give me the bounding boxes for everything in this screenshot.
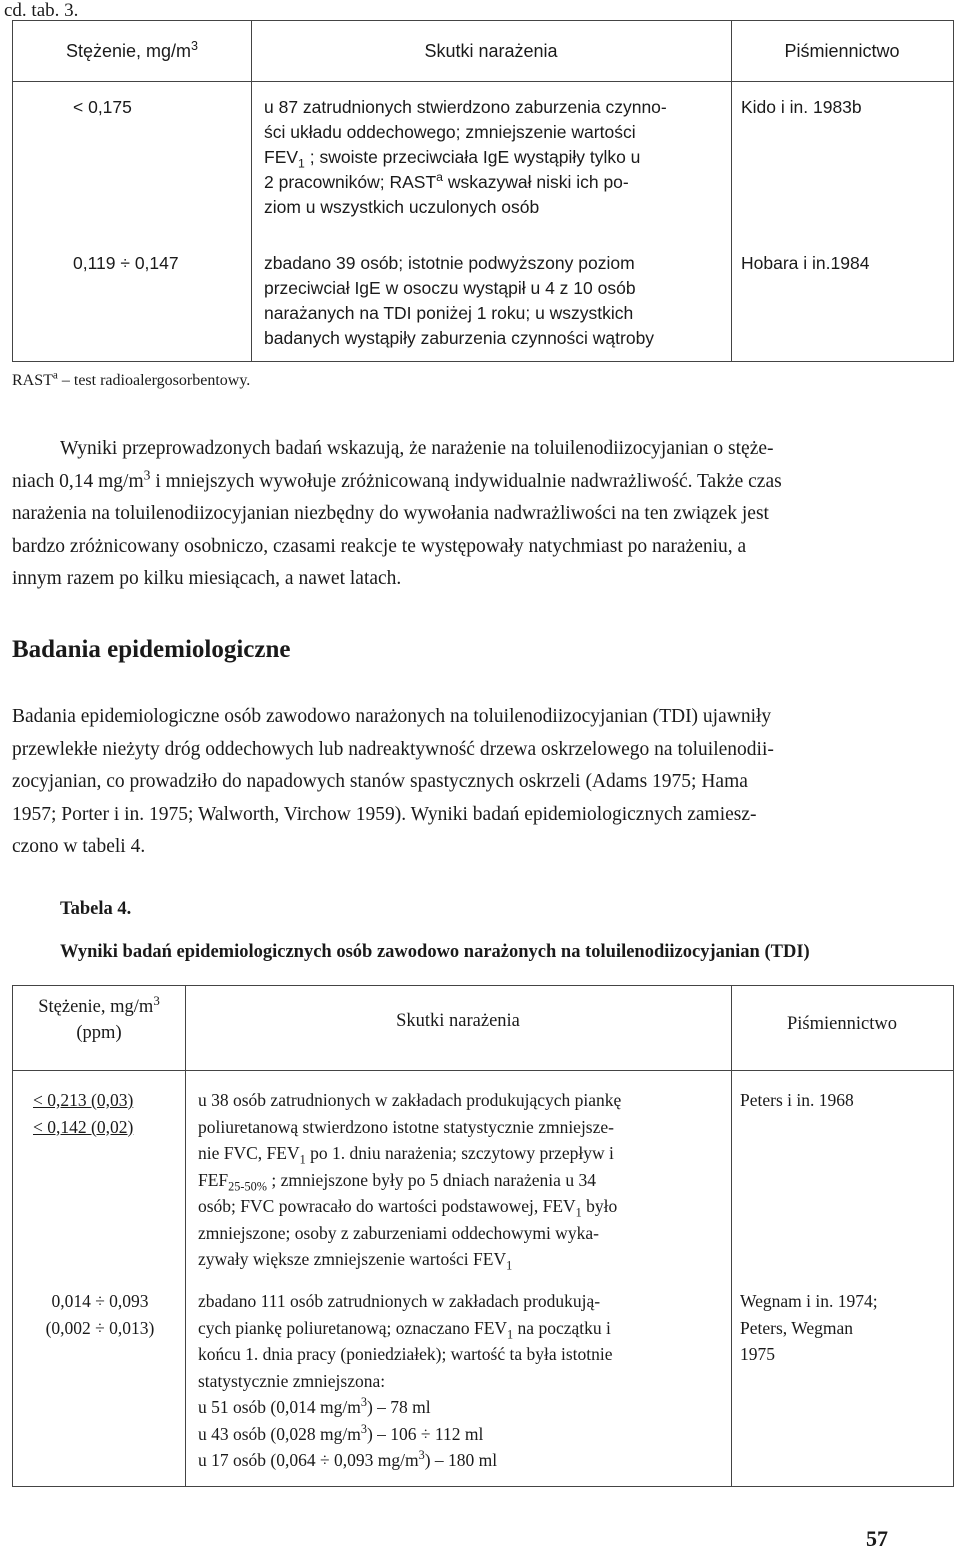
paragraph-epidemiology: Badania epidemiologiczne osób zawodowo narażonych na toluilenodiizocyjanian (TDI) ujawniły przewlekłe nieżyty dróg oddechowych lub nadreaktywność drzewa oskrzelowego na toluilenodii- zocyjanian, co prowadziło do napadowych stanów spastycznych oskrzeli (Adams 1975; Hama 1957; Porter i in. 1975; Walworth, Virchow 1959). Wyniki badań epidemiologicznych zamiesz- czono w tabeli 4.	[12, 706, 774, 857]
table-cell-effects: u 38 osób zatrudnionych w zakładach produkujących piankę poliuretanową stwierdzono istotne statystycznie zmniejsze- nie FVC, $FEV_1$ po 1. dniu narażenia; szczytowy przepływ i $FEF_{25-50\%}$ ; zmniejszone były po 5 dniach narażenia u 34 osób; FVC powracało do wartości podstawowej, $FEV_1$ było zmniejszone; osoby z zaburzeniami oddechowymi wyka- zywały większe zmniejszenie wartości $FEV_1$	[198, 1090, 622, 1273]
table-header-divider	[13, 81, 953, 82]
column-divider	[731, 986, 732, 1486]
paragraph-results: Wyniki przeprowadzonych badań wskazują, że narażenie na toluilenodiizocyjanian o stęże- niach 0,14 $mg/m^3$ i mniejszych wywołuje zróżnicowaną indywidualnie nadwrażliwość. Także czas narażenia na toluilenodiizocyjanian niezbędny do wywołania nadwrażliwości na ten związek jest bardzo zróżnicowany osobniczo, czasami reakcje te występowały natychmiast po narażeniu, a innym razem po kilku miesiącach, a nawet latach.	[12, 438, 782, 589]
table-cell-effects: zbadano 111 osób zatrudnionych w zakładach produkują- cych piankę poliuretanową; oznaczano $FEV_1$ na początku i końcu 1. dnia pracy (poniedziałek); wartość ta była istotnie statystycznie zmniejszona: u 51 osób (0,014 $mg/m^3) - 78$ ml u 43 osób (0,028 $mg/m^3) - 106 \div 112$ ml u 17 osób (0,064 ÷ 0,093 $mg/m^3) - 180$ ml	[198, 1291, 613, 1470]
table-cell-concentration: < 0,213 (0,03) < 0,142 (0,02)	[33, 1090, 134, 1137]
table-4-caption: Wyniki badań epidemiologicznych osób zawodowo narażonych na toluilenodiizocyjanian (TDI)	[60, 942, 810, 962]
table-header-divider	[13, 1070, 953, 1071]
header-effects: Skutki narażenia	[424, 41, 558, 61]
table-cell-concentration: 0,014 ÷ 0,093 (0,002 ÷ 0,013)	[45, 1291, 155, 1338]
header-references: Piśmiennictwo	[784, 41, 900, 61]
page-number: 57	[866, 1526, 888, 1551]
table-cell-concentration: 0,119 ÷ 0,147	[73, 253, 179, 273]
table-3	[12, 20, 954, 362]
column-divider	[185, 986, 186, 1486]
table-4	[12, 985, 954, 1487]
header-concentration: Stężenie, $mg/m^3$ (ppm)	[38, 992, 160, 1043]
header-effects: Skutki narażenia	[396, 1011, 520, 1031]
table-cell-concentration: < 0,175	[73, 97, 132, 117]
column-divider	[251, 21, 252, 361]
table-cell-reference: Kido i in. 1983b	[741, 97, 862, 117]
table-footnote: RAST$^a$ – test radioalergosorbentowy.	[12, 369, 251, 389]
column-divider	[731, 21, 732, 361]
table-cell-reference: Hobara i in.1984	[741, 253, 870, 273]
header-concentration: Stężenie, $mg/m^3$	[65, 39, 199, 61]
table-cell-effects: zbadano 39 osób; istotnie podwyższony poziom przeciwciał IgE w osoczu wystąpił u 4 z 10 osób narażanych na TDI poniżej 1 roku; u wszystkich badanych wystąpiły zaburzenia czynności wątroby	[264, 253, 655, 348]
section-heading: Badania epidemiologiczne	[12, 636, 291, 663]
table-4-label: Tabela 4.	[60, 899, 132, 919]
table-cell-reference: Wegnam i in. 1974; Peters, Wegman 1975	[740, 1291, 878, 1364]
table-cell-effects: u 87 zatrudnionych stwierdzono zaburzenia czynno- ści układu oddechowego; zmniejszenie wartości $FEV_1$ ; swoiste przeciwciała IgE wystąpiły tylko u 2 pracowników; RAST$^a$ wskazywał niski ich po- ziom u wszystkich uczulonych osób	[264, 97, 667, 217]
header-references: Piśmiennictwo	[787, 1014, 897, 1034]
continuation-label: cd. tab. 3.	[4, 0, 79, 21]
table-cell-reference: Peters i in. 1968	[740, 1090, 854, 1110]
